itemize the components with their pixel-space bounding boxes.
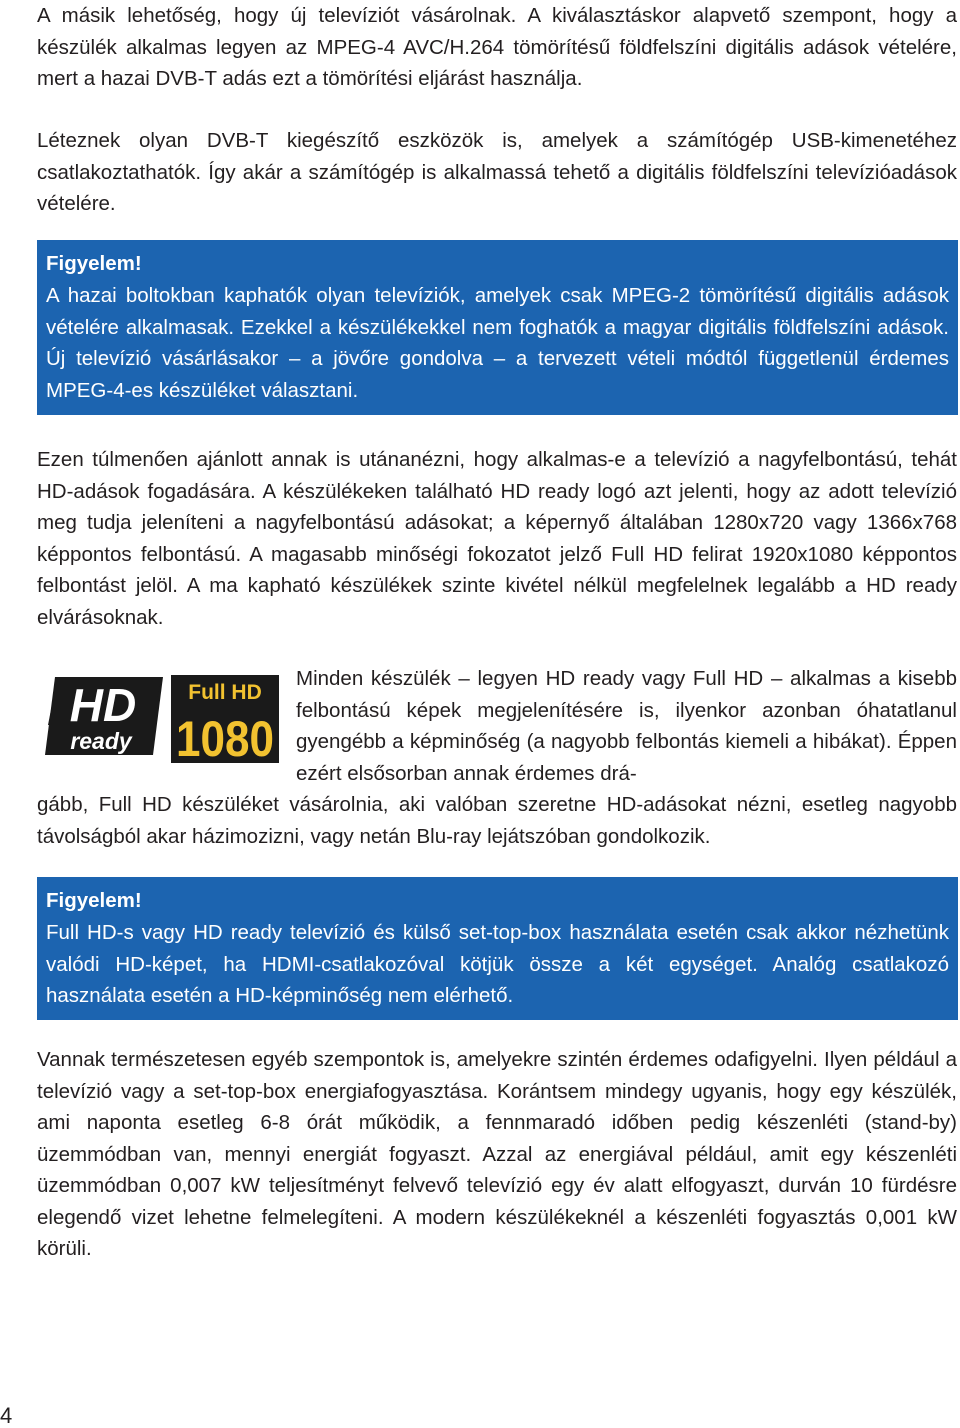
hd-ready-logo — [45, 677, 163, 755]
paragraph-resolution-float: Minden készülék – legyen HD ready vagy Full HD – alkalmas a kisebb felbontású képek megjelenítésére is, ilyenkor azonban óhatatlanul gyengébb a képminőség (a nagyobb felbontás kiemeli a hibákat). Éppen ezért elsősorban annak érdemes drá- — [296, 667, 957, 785]
notice-body: Full HD-s vagy HD ready televízió és külső set-top-box használata esetén csak akkor nézhetünk valódi HD-képet, ha HDMI-csatlakozóval kötjük össze a két egységet. Analóg csatlakozó használata esetén a HD-képminőség nem elérhető. — [46, 921, 949, 1007]
paragraph-hd-ready: Ezen túlmenően ajánlott annak is utánanézni, hogy alkalmas-e a televízió a nagyfelbontású, tehát HD-adások fogadására. A készülékeken található HD ready logó azt jelenti, hogy az adott televízió meg tudja jeleníteni a nagyfelbontású adásokat; a képernyő általában 1280x720 vagy 1366x768 képpontos felbontású. A magasabb minőségi fokozatot jelző Full HD felirat 1920x1080 képpontos felbontást jelöl. A ma kapható készülékek szinte kivétel nélkül megfelelnek legalább a HD ready elvárásoknak. — [37, 448, 957, 629]
page-number: 4 — [0, 1403, 13, 1428]
full-hd-logo — [171, 675, 279, 767]
notice-title: Figyelem! — [46, 889, 142, 912]
hd-logos — [37, 663, 287, 773]
hd-logos-graphic — [37, 663, 287, 773]
hd-ready-logo-top: HD — [69, 679, 137, 731]
paragraph-resolution-continued: gább, Full HD készüléket vásárolnia, aki valóban szeretne HD-adásokat nézni, esetleg nagyobb távolságból akar házimozizni, vagy netán Blu-ray lejátszóban gondolkozik. — [37, 793, 957, 848]
hd-ready-logo-bottom: ready — [70, 728, 132, 754]
notice-box-mpeg — [37, 240, 958, 415]
paragraph-dvb-t-usb: Léteznek olyan DVB-T kiegészítő eszközök is, amelyek a számítógép USB-kimenetéhez csatlakoztathatók. Így akár a számítógép is alkalmassá tehető a digitális földfelszíni televízióadások vételére. — [37, 129, 957, 215]
full-hd-logo-top: Full HD — [188, 681, 262, 704]
notice-body: A hazai boltokban kaphatók olyan televíziók, amelyek csak MPEG-2 tömörítésű digitális adások vételére alkalmasak. Ezekkel a készülékekkel nem foghatók a magyar digitális földfelszíni adások. Új televízió vásárlásakor – a jövőre gondolva – a tervezett vételi módtól függetlenül érdemes MPEG-4-es készüléket választani. — [46, 284, 949, 402]
paragraph-new-tv: A másik lehetőség, hogy új televíziót vásárolnak. A kiválasztáskor alapvető szempont, hogy a készülék alkalmas legyen az MPEG-4 AVC/H.264 tömörítésű földfelszíni digitális adások vételére, mert a hazai DVB-T adás ezt a tömörítési eljárást használja. — [37, 4, 957, 90]
full-hd-logo-bottom: 1080 — [176, 711, 274, 767]
paragraph-energy: Vannak természetesen egyéb szempontok is, amelyekre szintén érdemes odafigyelni. Ilyen például a televízió vagy a set-top-box energiafogyasztása. Korántsem mindegy ugyanis, hogy egy készülék, ami naponta esetleg 6-8 órát működik, a fennmaradó időben pedig készenléti (stand-by) üzemmódban van, mennyi energiát fogyaszt. Azzal az energiával például, amit egy készenléti üzemmódban 0,007 kW teljesítményt felvevő televízió egy év alatt elfogyaszt, durván 10 fürdésre elegendő vizet lehetne felmelegíteni. A modern készülékeknél a készenléti fogyasztás 0,001 kW körüli. — [37, 1048, 957, 1260]
notice-title: Figyelem! — [46, 252, 142, 275]
notice-box-hdmi — [37, 877, 958, 1020]
